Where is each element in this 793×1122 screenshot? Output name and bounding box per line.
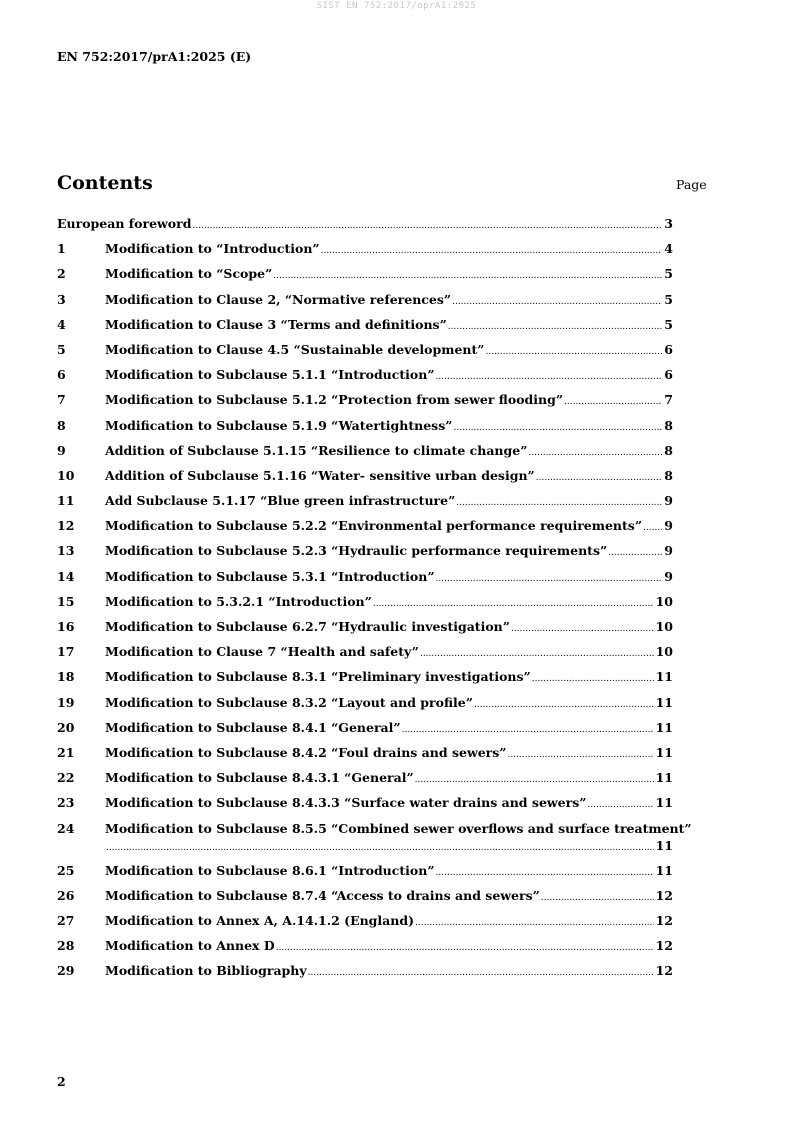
contents-heading: Contents xyxy=(57,172,153,194)
toc-entry-number: 4 xyxy=(57,316,66,332)
toc-entry[interactable] xyxy=(57,392,673,417)
toc-entry-page[interactable]: 6 xyxy=(664,367,673,383)
toc-entry[interactable] xyxy=(57,594,673,619)
toc-dot-leader xyxy=(415,775,654,785)
toc-dot-leader xyxy=(528,448,662,458)
toc-entry-title[interactable]: Modification to Subclause 5.1.9 “Watertightness” xyxy=(105,417,453,433)
toc-entry-title[interactable]: Modification to Clause 4.5 “Sustainable development” xyxy=(105,341,485,357)
toc-dot-leader xyxy=(536,473,663,483)
toc-entry-page[interactable]: 5 xyxy=(664,291,673,307)
page-column-label: Page xyxy=(676,177,707,192)
toc-entry-number: 18 xyxy=(57,669,75,685)
toc-entry-page[interactable]: 10 xyxy=(655,619,673,634)
toc-entry-title[interactable]: Modification to Annex A, A.14.1.2 (England) xyxy=(105,912,415,928)
toc-entry[interactable] xyxy=(57,695,673,720)
toc-entry[interactable] xyxy=(57,443,673,468)
toc-entry[interactable] xyxy=(57,669,673,694)
toc-dot-leader xyxy=(436,372,663,382)
toc-entry-number: 15 xyxy=(57,593,75,609)
toc-dot-leader xyxy=(308,968,654,978)
toc-entry-number: 9 xyxy=(57,442,66,458)
toc-entry-page[interactable]: 7 xyxy=(664,392,673,408)
toc-entry[interactable] xyxy=(57,720,673,745)
toc-entry-title[interactable]: Modification to Subclause 5.3.1 “Introduction” xyxy=(105,568,435,584)
toc-entry-number: 14 xyxy=(57,568,75,584)
toc-entry-title[interactable]: Modification to Subclause 8.3.1 “Preliminary investigations” xyxy=(105,669,531,685)
toc-entry-number: 13 xyxy=(57,543,75,559)
toc-entry[interactable] xyxy=(57,913,673,938)
toc-entry-page[interactable]: 3 xyxy=(664,216,673,231)
toc-dot-leader xyxy=(456,498,662,508)
toc-entry-page[interactable]: 11 xyxy=(655,694,673,710)
watermark: SIST EN 752:2017/oprA1:2025 xyxy=(316,1,477,11)
toc-entry-title[interactable]: Addition of Subclause 5.1.15 “Resilience to climate change” xyxy=(105,442,528,458)
toc-dot-leader xyxy=(474,700,654,710)
toc-entry[interactable] xyxy=(57,569,673,594)
toc-entry[interactable] xyxy=(57,745,673,770)
toc-entry[interactable] xyxy=(57,938,673,963)
toc-entry-page[interactable]: 5 xyxy=(664,316,673,332)
toc-entry-page[interactable]: 11 xyxy=(655,770,673,786)
toc-dot-leader xyxy=(106,843,654,853)
toc-entry-title[interactable]: Modification to Subclause 8.4.3.3 “Surface water drains and sewers” xyxy=(105,795,587,811)
toc-dot-leader xyxy=(608,548,662,558)
toc-entry-number: 11 xyxy=(57,493,75,509)
toc-entry[interactable] xyxy=(57,493,673,518)
toc-entry-number: 2 xyxy=(57,266,66,282)
toc-dot-leader xyxy=(564,397,662,407)
toc-entry-title[interactable]: Modification to Subclause 8.4.3.1 “General” xyxy=(105,770,414,786)
toc-entry[interactable] xyxy=(57,266,673,291)
toc-entry-title[interactable]: Modification to Subclause 5.2.2 “Environmental performance requirements” xyxy=(105,518,643,534)
toc-entry-page[interactable]: 11 xyxy=(655,862,673,878)
toc-entry-number: 5 xyxy=(57,341,66,357)
toc-entry-number: 25 xyxy=(57,862,75,878)
toc-entry-page[interactable]: 12 xyxy=(655,912,673,928)
toc-entry[interactable] xyxy=(57,795,673,820)
toc-entry[interactable] xyxy=(57,888,673,913)
toc-dot-leader xyxy=(643,523,662,533)
toc-dot-leader xyxy=(276,943,654,953)
toc-entry-title[interactable]: Modification to Subclause 8.3.2 “Layout and profile” xyxy=(105,694,473,710)
toc-entry-number: 24 xyxy=(57,820,75,836)
toc-entry[interactable] xyxy=(57,317,673,342)
toc-entry-number: 1 xyxy=(57,241,66,257)
toc-dot-leader xyxy=(436,868,654,878)
toc-entry-page[interactable]: 5 xyxy=(664,266,673,282)
toc-entry-page[interactable]: 11 xyxy=(655,837,673,853)
toc-entry-number: 7 xyxy=(57,392,66,408)
toc-entry-number: 12 xyxy=(57,518,75,534)
toc-entry-title[interactable]: Modification to Subclause 6.2.7 “Hydraulic investigation” xyxy=(105,619,510,634)
table-of-contents xyxy=(57,216,692,988)
toc-dot-leader xyxy=(485,347,662,357)
toc-dot-leader xyxy=(452,297,662,307)
toc-dot-leader xyxy=(436,574,663,584)
toc-entry[interactable] xyxy=(57,292,673,317)
toc-entry-number: 26 xyxy=(57,887,75,903)
toc-entry-page[interactable]: 11 xyxy=(655,669,673,685)
toc-entry-title[interactable]: Modification to Subclause 5.1.2 “Protection from sewer flooding” xyxy=(105,392,564,408)
toc-entry-page[interactable]: 9 xyxy=(664,493,673,509)
toc-entry-page[interactable]: 12 xyxy=(655,938,673,954)
toc-dot-leader xyxy=(373,599,654,609)
toc-entry-title[interactable]: Modification to Bibliography xyxy=(105,963,307,979)
toc-entry[interactable] xyxy=(57,367,673,392)
document-id: EN 752:2017/prA1:2025 (E) xyxy=(57,49,252,64)
toc-entry-title[interactable]: Modification to Subclause 5.1.1 “Introduction” xyxy=(105,367,435,383)
toc-entry-page[interactable]: 8 xyxy=(664,467,673,483)
toc-entry-number: 22 xyxy=(57,770,75,786)
toc-entry-page[interactable]: 10 xyxy=(655,593,673,609)
toc-entry-number: 28 xyxy=(57,938,75,954)
toc-entry-title[interactable]: Modification to Subclause 8.6.1 “Introduction” xyxy=(105,862,435,878)
toc-entry-page[interactable]: 9 xyxy=(664,518,673,534)
toc-entry-number: 29 xyxy=(57,963,75,979)
toc-dot-leader xyxy=(273,271,662,281)
toc-entry-title[interactable]: Modification to Clause 3 “Terms and definitions” xyxy=(105,316,447,332)
toc-entry[interactable] xyxy=(57,468,673,493)
toc-entry-number: 23 xyxy=(57,795,75,811)
toc-entry-title[interactable]: Modification to Subclause 8.4.1 “General” xyxy=(105,719,401,735)
toc-entry[interactable] xyxy=(57,543,673,568)
toc-entry-title[interactable]: Addition of Subclause 5.1.16 “Water- sensitive urban design” xyxy=(105,467,535,483)
toc-entry-page[interactable]: 8 xyxy=(664,417,673,433)
toc-entry[interactable] xyxy=(57,619,673,644)
toc-dot-leader xyxy=(453,423,662,433)
toc-entry-title[interactable]: Modification to Subclause 8.7.4 “Access to drains and sewers” xyxy=(105,887,540,903)
toc-entry-number: 21 xyxy=(57,744,75,760)
toc-dot-leader xyxy=(541,893,654,903)
toc-entry[interactable] xyxy=(57,820,692,863)
toc-entry-number: 17 xyxy=(57,644,75,660)
toc-dot-leader xyxy=(507,750,653,760)
toc-dot-leader xyxy=(448,322,663,332)
toc-entry-number: 16 xyxy=(57,619,75,634)
toc-entry-title[interactable]: Modification to Subclause 5.2.3 “Hydraulic performance requirements” xyxy=(105,543,608,559)
toc-entry-number: 19 xyxy=(57,694,75,710)
toc-entry-number: 8 xyxy=(57,417,66,433)
toc-entry-page[interactable]: 10 xyxy=(655,644,673,660)
toc-entry-title[interactable]: Modification to Clause 2, “Normative references” xyxy=(105,291,452,307)
page-number: 2 xyxy=(57,1074,66,1089)
toc-entry-page[interactable]: 11 xyxy=(655,719,673,735)
toc-entry-title[interactable]: Modification to Annex D xyxy=(105,938,275,954)
toc-entry[interactable] xyxy=(57,863,673,888)
toc-dot-leader xyxy=(420,649,654,659)
toc-entry-title[interactable]: Modification to “Introduction” xyxy=(105,241,320,257)
toc-entry-page[interactable]: 6 xyxy=(664,341,673,357)
toc-entry-page[interactable]: 4 xyxy=(664,241,673,257)
toc-entry-number: 27 xyxy=(57,912,75,928)
toc-dot-leader xyxy=(192,221,662,231)
toc-dot-leader xyxy=(321,246,663,256)
toc-entry-number: 3 xyxy=(57,291,66,307)
toc-entry[interactable] xyxy=(57,518,673,543)
toc-entry-title[interactable]: Modification to “Scope” xyxy=(105,266,273,282)
toc-entry-page[interactable]: 9 xyxy=(664,568,673,584)
toc-entry[interactable] xyxy=(57,770,673,795)
toc-entry-page[interactable]: 8 xyxy=(664,442,673,458)
toc-entry-title[interactable]: Modification to Subclause 8.4.2 “Foul drains and sewers” xyxy=(105,744,507,760)
toc-entry[interactable] xyxy=(57,644,673,669)
toc-entry-page[interactable]: 11 xyxy=(655,744,673,760)
toc-dot-leader xyxy=(511,624,654,634)
toc-entry-title[interactable]: Modification to Clause 7 “Health and safety” xyxy=(105,644,419,660)
toc-entry-title[interactable]: European foreword xyxy=(57,216,192,231)
toc-entry-page[interactable]: 9 xyxy=(664,543,673,559)
toc-entry-page[interactable]: 12 xyxy=(655,963,673,979)
toc-dot-leader xyxy=(415,918,654,928)
toc-entry[interactable] xyxy=(57,342,673,367)
toc-dot-leader xyxy=(587,800,653,810)
toc-entry[interactable] xyxy=(57,963,673,988)
toc-entry[interactable] xyxy=(57,216,673,241)
toc-entry[interactable] xyxy=(57,241,673,266)
toc-entry-number: 10 xyxy=(57,467,75,483)
toc-entry-title[interactable]: Modification to Subclause 8.5.5 “Combined sewer overflows and surface treatment” xyxy=(105,820,692,836)
toc-entry-number: 6 xyxy=(57,367,66,383)
toc-entry-title[interactable]: Add Subclause 5.1.17 “Blue green infrastructure” xyxy=(105,493,456,509)
toc-dot-leader xyxy=(402,725,654,735)
toc-entry[interactable] xyxy=(57,418,673,443)
toc-entry-number: 20 xyxy=(57,719,75,735)
toc-dot-leader xyxy=(532,674,654,684)
toc-entry-page[interactable]: 11 xyxy=(655,795,673,811)
toc-entry-page[interactable]: 12 xyxy=(655,887,673,903)
toc-entry-title[interactable]: Modification to 5.3.2.1 “Introduction” xyxy=(105,593,372,609)
